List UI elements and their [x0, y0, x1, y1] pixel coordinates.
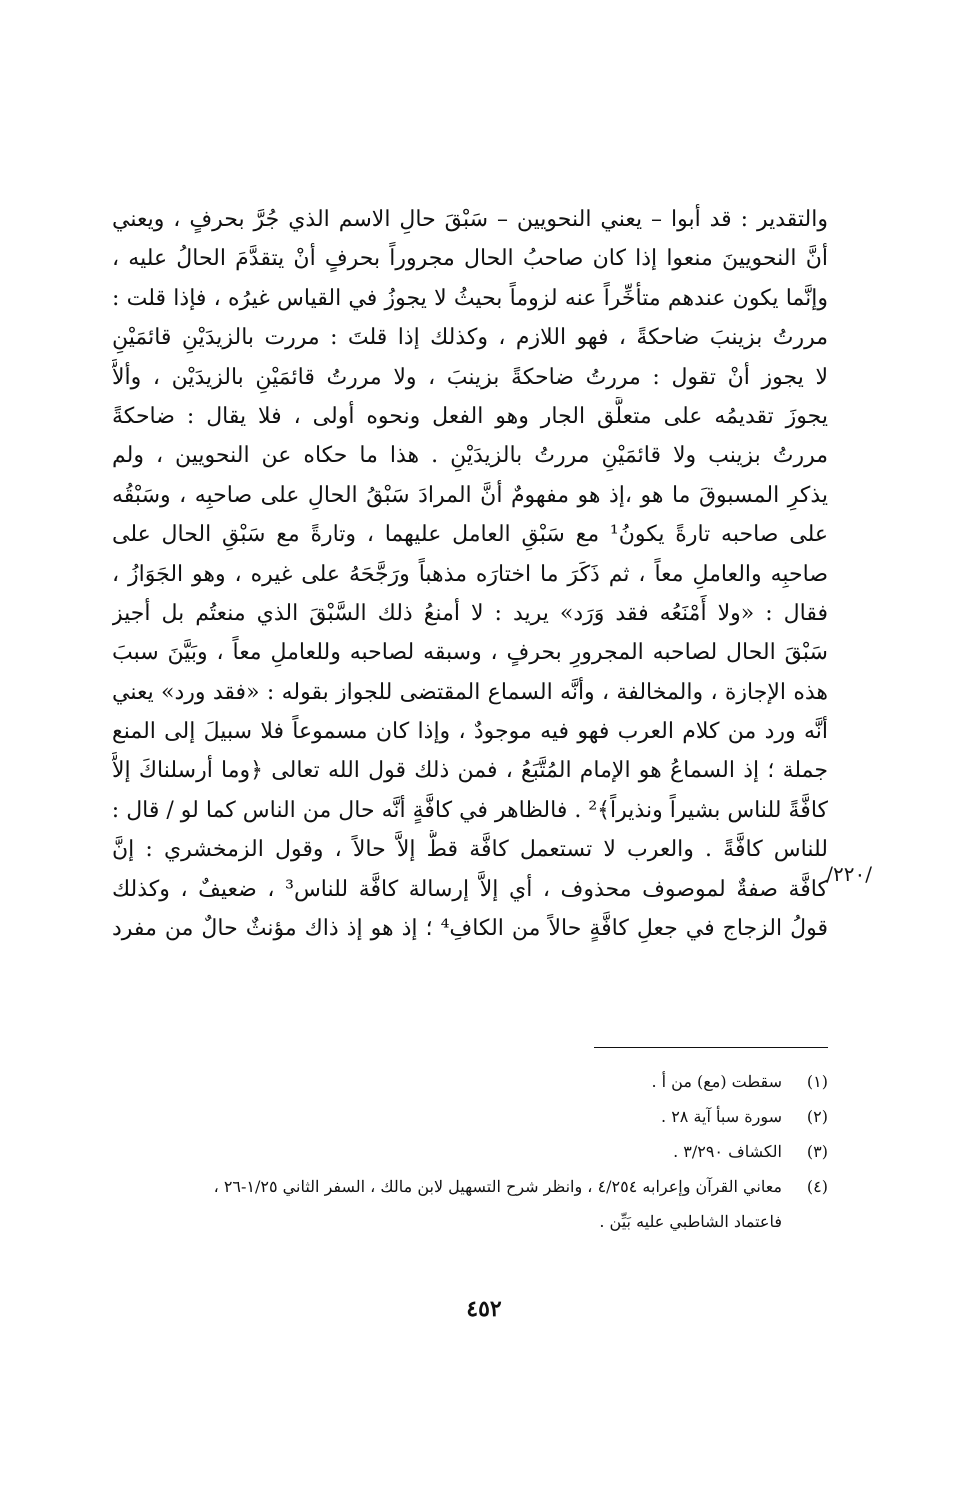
text-line: جملة ؛ إذ السماعُ هو الإمام المُتَّبَعُ ، فمن ذلك قول الله تعالى ﴿وما أرسلناكَ إلاَّ: [112, 758, 828, 784]
footnote: [112, 1099, 828, 1134]
main-text: [112, 200, 828, 948]
text-line: صاحبِه والعاملِ معاً ، ثم ذَكَرَ ما اختارَه مذهباً ورَجَّحَهُ على غيره ، وهو الجَوَازُ ،: [112, 561, 828, 587]
footnote-text-continuation: فاعتماد الشاطبي عليه بَيِّن .: [599, 1212, 782, 1231]
text-line: للناس كافَّةً . والعرب لا تستعمل كافَّة قطُّ إلاَّ حالاً ، وقول الزمخشري : إنَّ: [112, 837, 828, 863]
text-line: وإنَّما يكون عندهم متأخِّراً عنه لزوماً بحيثُ لا يجوزُ في القياس غيرُه ، فإذا قلت :: [112, 285, 828, 311]
text-line: كافَّةً للناس بشيراً ونذيراً﴾² . فالظاهر في كافَّةٍ أنَّه حال من الناس كما لو / قال :: [112, 797, 828, 823]
footnote-text: سورة سبأ آية ٢٨ .: [661, 1107, 782, 1126]
footnote-text: الكشاف ٣/٢٩٠ .: [673, 1142, 782, 1161]
footnote: [112, 1064, 828, 1099]
text-line: فقال : «ولا أَمْنَعُه فقد وَرَد» يريد : لا أمنعُ ذلك السَّبْقَ الذي منعتُم بل أجيز: [112, 600, 828, 626]
footnote: [112, 1134, 828, 1169]
text-line: سَبْقَ الحال لصاحبه المجرورِ بحرفٍ ، وسبقه لصاحبه وللعاملِ معاً ، وبَيَّنَ سببَ: [112, 640, 828, 666]
footnotes: [112, 1064, 828, 1239]
footnote: [112, 1169, 828, 1239]
text-line: مررتُ بزينبَ ضاحكةً ، فهو اللازم ، وكذلك إذا قلتَ : مررت بالزيدَيْنِ قائمَيْنِ: [112, 325, 828, 351]
footnote-text: سقطت (مع) من أ .: [651, 1072, 782, 1091]
footnote-number: (٤): [806, 1177, 828, 1196]
footnote-number: (١): [806, 1072, 828, 1091]
text-line: والتقدير : قد أبوا – يعني النحويين – سَبْقَ حالِ الاسم الذي جُرَّ بحرفٍ ، ويعني: [112, 207, 828, 232]
text-line: هذه الإجازة ، والمخالفة ، وأنَّه السماع المقتضى للجواز بقوله : «فقد ورد» يعني: [112, 679, 828, 705]
manuscript-folio-marker: /٢٢٠/: [826, 862, 872, 886]
text-line: قولُ الزجاج في جعلِ كافَّةٍ حالاً من الكافِ⁴ ؛ إذ هو إذ ذاك مؤنثٌ حالٌ من مفرد: [112, 916, 828, 942]
text-line: يذكرِ المسبوقَ ما هو ،إذ هو مفهومٌ أنَّ المرادَ سَبْقُ الحالِ على صاحبِه ، وسَبْقُه: [112, 482, 828, 508]
text-line: أنَّ النحويينَ منعوا إذا كان صاحبُ الحال مجروراً بحرفٍ أنْ يتقدَّمَ الحالُ عليه ،: [112, 246, 828, 272]
footnote-separator: [594, 1047, 828, 1048]
text-line: أنَّه ورد من كلام العرب فهو فيه موجودٌ ، وإذا كان مسموعاً فلا سبيلَ إلى المنع: [112, 719, 828, 745]
footnote-number: (٢): [806, 1107, 828, 1126]
text-line: على صاحبه تارةً يكونُ¹ مع سَبْقِ العامل عليهما ، وتارةً مع سَبْقِ الحال على: [112, 522, 828, 548]
footnote-text: معاني القرآن وإعرابه ٤/٢٥٤ ، وانظر شرح التسهيل لابن مالك ، السفر الثاني ١/٢٥-٢٦ ،: [213, 1177, 782, 1196]
text-line: مررتُ بزينب ولا قائمَيْنِ مررتُ بالزيدَيْنِ . هذا ما حكاه عن النحويين ، ولم: [112, 443, 828, 469]
footnote-text-block: [112, 1169, 782, 1239]
text-line: كافَّة صفةٌ لموصوف محذوف ، أي إلاَّ إرسالة كافَّة للناس³ ، ضعيفٌ ، وكذلك: [112, 876, 828, 902]
text-line: لا يجوز أنْ تقول : مررتُ ضاحكةً بزينبَ ، ولا مررتُ قائمَيْنِ بالزيدَيْن ، وألاَّ: [112, 364, 828, 390]
footnote-number: (٣): [806, 1142, 828, 1161]
text-line: يجوزَ تقديمُه على متعلَّق الجار وهو الفعل ونحوه أولى ، فلا يقال : ضاحكةً: [112, 403, 828, 429]
page-number: ٤٥٢: [466, 1296, 502, 1322]
